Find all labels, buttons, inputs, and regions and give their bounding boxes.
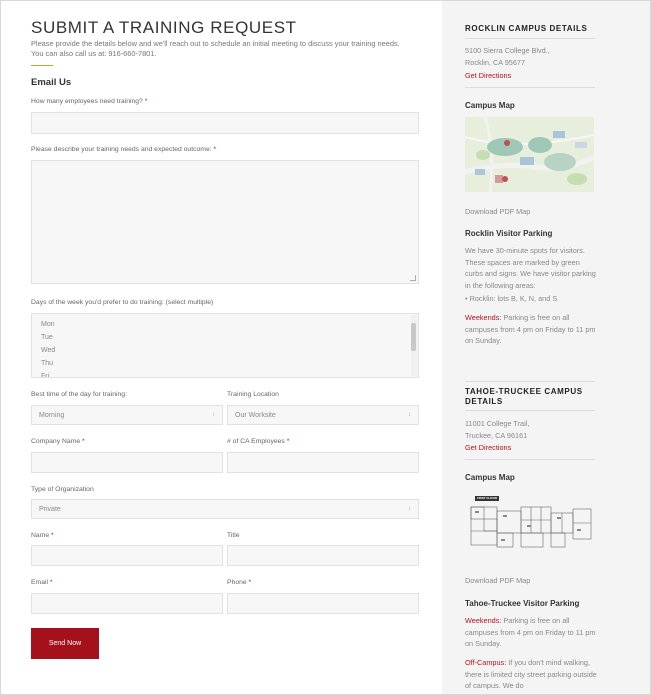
org-type-select-value: Private xyxy=(39,506,61,513)
listbox-scroll-thumb[interactable] xyxy=(411,323,416,351)
day-option-tue[interactable]: Tue xyxy=(41,334,53,341)
rocklin-map-heading: Campus Map xyxy=(465,101,515,110)
phone-input[interactable] xyxy=(227,593,419,614)
company-input[interactable] xyxy=(31,452,223,473)
tahoe-address-line1: 11001 College Trail, xyxy=(465,419,530,428)
days-label: Days of the week you'd prefer to do training: (select multiple) xyxy=(31,299,214,306)
rocklin-parking-lots: • Rocklin: lots B, K, N, and S xyxy=(465,294,558,303)
title-label: Title xyxy=(227,532,240,539)
day-option-thu[interactable]: Thu xyxy=(41,360,54,367)
send-now-button[interactable]: Send Now xyxy=(31,628,99,659)
location-label: Training Location xyxy=(227,391,279,398)
tahoe-weekends-note: Weekends: Parking is free on all campuses from 4 pm on Friday to 11 pm on Sunday. xyxy=(465,616,596,648)
employees-input[interactable] xyxy=(31,112,419,134)
needs-textarea[interactable] xyxy=(31,160,419,284)
rocklin-pdf-map-link[interactable]: Download PDF Map xyxy=(465,207,531,216)
day-option-fri[interactable]: Fri xyxy=(41,373,50,378)
title-input[interactable] xyxy=(227,545,419,566)
time-select-value: Morning xyxy=(39,412,65,419)
days-listbox[interactable] xyxy=(31,313,419,378)
section-title: Email Us xyxy=(31,77,72,88)
day-option-wed[interactable]: Wed xyxy=(41,347,56,354)
tahoe-map-heading: Campus Map xyxy=(465,473,515,482)
rocklin-campus-map[interactable] xyxy=(465,117,594,192)
rocklin-directions-link[interactable]: Get Directions xyxy=(465,71,512,80)
tahoe-heading: TAHOE-TRUCKEE CAMPUS DETAILS xyxy=(465,387,583,406)
tahoe-campus-map[interactable] xyxy=(467,503,595,551)
location-select[interactable] xyxy=(227,405,419,425)
tahoe-offcampus-note: Off-Campus: If you don't mind walking, there is limited city street parking outside of campus. We do xyxy=(465,658,597,690)
select-arrows-icon: ↕ xyxy=(408,412,411,418)
name-input[interactable] xyxy=(31,545,223,566)
tahoe-map-floor-tag: FIRST FLOOR xyxy=(477,496,497,500)
email-label: Email * xyxy=(31,579,53,586)
resize-handle[interactable] xyxy=(410,275,416,281)
employees-label: How many employees need training? * xyxy=(31,98,148,105)
divider xyxy=(465,459,595,460)
divider xyxy=(465,381,595,382)
rocklin-heading: ROCKLIN CAMPUS DETAILS xyxy=(465,24,588,33)
tahoe-pdf-map-link[interactable]: Download PDF Map xyxy=(465,576,531,585)
time-select[interactable] xyxy=(31,405,223,425)
campus-sidebar xyxy=(442,1,650,694)
divider xyxy=(465,87,595,88)
rocklin-weekends-note: Weekends: Parking is free on all campuses from 4 pm on Friday to 11 pm on Sunday. xyxy=(465,313,596,345)
tahoe-directions-link[interactable]: Get Directions xyxy=(465,443,512,452)
rocklin-address-line1: 5100 Sierra College Blvd., xyxy=(465,46,550,55)
rocklin-parking-text: We have 30-minute spots for visitors. These spaces are marked by green curbs and signs. We have visitor parking in the following areas: xyxy=(465,246,596,290)
needs-label: Please describe your training needs and expected outcome: * xyxy=(31,146,217,153)
company-label: Company Name * xyxy=(31,438,85,445)
select-arrows-icon: ↕ xyxy=(408,506,411,512)
name-label: Name * xyxy=(31,532,54,539)
page-title: SUBMIT A TRAINING REQUEST xyxy=(31,18,297,37)
org-type-select[interactable] xyxy=(31,499,419,519)
divider xyxy=(465,410,595,411)
title-underline xyxy=(31,65,53,66)
org-type-label: Type of Organization xyxy=(31,486,94,493)
day-option-mon[interactable]: Mon xyxy=(41,321,55,328)
time-label: Best time of the day for training: xyxy=(31,391,127,398)
ca-employees-label: # of CA Employees * xyxy=(227,438,290,445)
rocklin-address-line2: Rocklin, CA 95677 xyxy=(465,58,526,67)
phone-label: Phone * xyxy=(227,579,252,586)
select-arrows-icon: ↕ xyxy=(212,412,215,418)
ca-employees-input[interactable] xyxy=(227,452,419,473)
divider xyxy=(465,38,595,39)
tahoe-address-line2: Truckee, CA 96161 xyxy=(465,431,528,440)
location-select-value: Our Worksite xyxy=(235,412,276,419)
tahoe-parking-heading: Tahoe-Truckee Visitor Parking xyxy=(465,599,580,608)
rocklin-parking-heading: Rocklin Visitor Parking xyxy=(465,229,553,238)
page-intro: Please provide the details below and we'll reach out to schedule an initial meeting to discuss your training needs. You can also call us at: 916-660-7801. xyxy=(31,39,400,58)
email-input[interactable] xyxy=(31,593,223,614)
